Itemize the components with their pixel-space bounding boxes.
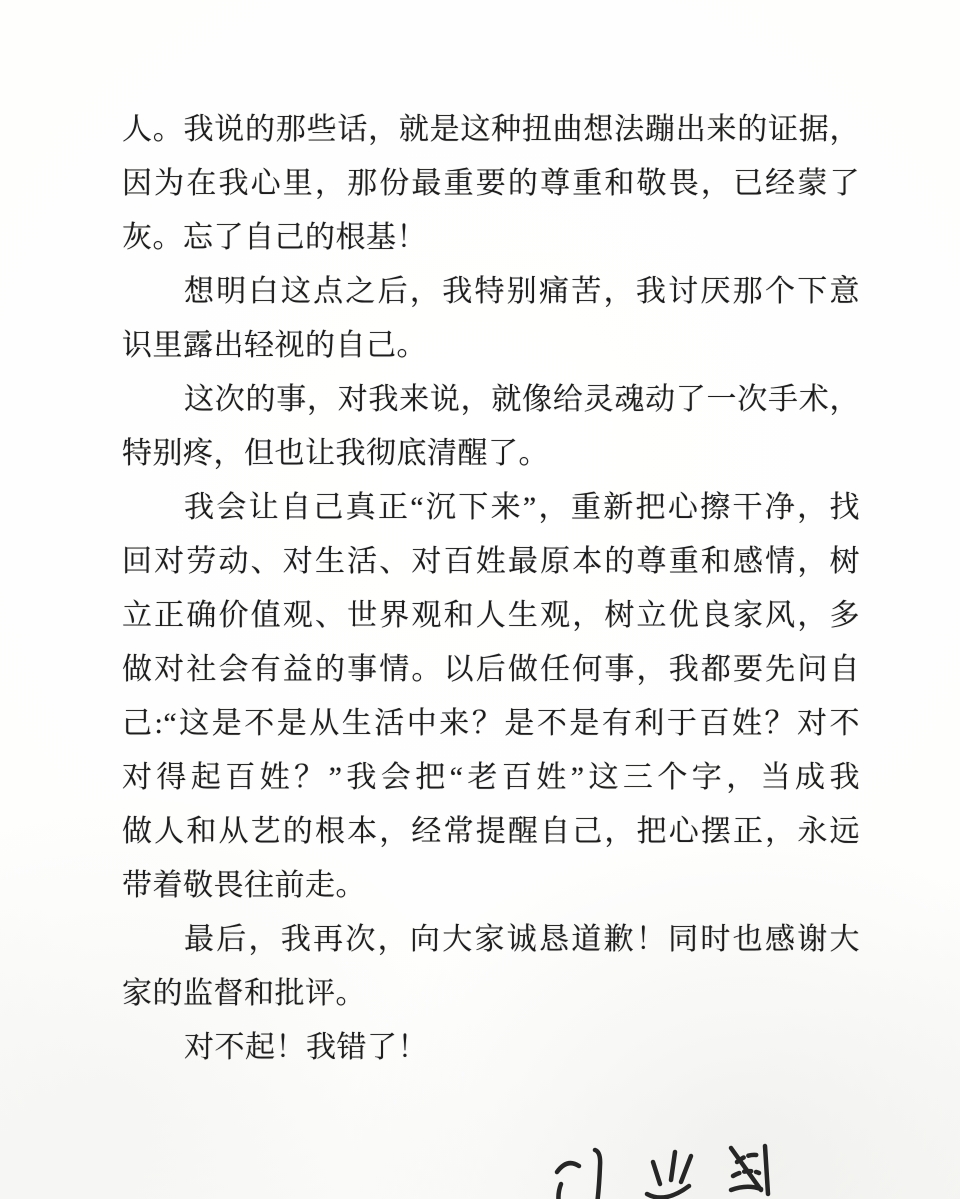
- text-line: 特别疼，但也让我彻底清醒了。: [122, 437, 549, 470]
- handwritten-signature-icon: [535, 1138, 795, 1199]
- text-line: 灰。忘了自己的根基！: [122, 221, 427, 254]
- text-line: 我会让自己真正“沉下来”，重新把心擦干净，找: [184, 491, 860, 524]
- text-line: 做对社会有益的事情。以后做任何事，我都要先问自: [122, 653, 860, 686]
- signature-area: [535, 1138, 795, 1199]
- text-line: 带着敬畏往前走。: [122, 869, 366, 902]
- text-line: 己:“这是不是从生活中来？是不是有利于百姓？对不: [122, 707, 860, 740]
- text-line: 人。我说的那些话，就是这种扭曲想法蹦出来的证据，: [122, 113, 860, 146]
- text-line: 对不起！我错了！: [184, 1031, 428, 1064]
- letter-body: [122, 103, 860, 1075]
- text-line: 想明白这点之后，我特别痛苦，我讨厌那个下意: [184, 275, 860, 308]
- text-line: 识里露出轻视的自己。: [122, 329, 427, 362]
- text-line: 立正确价值观、世界观和人生观，树立优良家风，多: [122, 599, 860, 632]
- text-line: 做人和从艺的根本，经常提醒自己，把心摆正，永远: [122, 815, 860, 848]
- text-line: 因为在我心里，那份最重要的尊重和敬畏，已经蒙了: [122, 167, 860, 200]
- text-line: 家的监督和批评。: [122, 977, 366, 1010]
- text-line: 对得起百姓？”我会把“老百姓”这三个字，当成我: [122, 761, 860, 794]
- text-line: 回对劳动、对生活、对百姓最原本的尊重和感情，树: [122, 545, 860, 578]
- text-line: 最后，我再次，向大家诚恳道歉！同时也感谢大: [184, 923, 860, 956]
- text-line: 这次的事，对我来说，就像给灵魂动了一次手术，: [184, 383, 860, 416]
